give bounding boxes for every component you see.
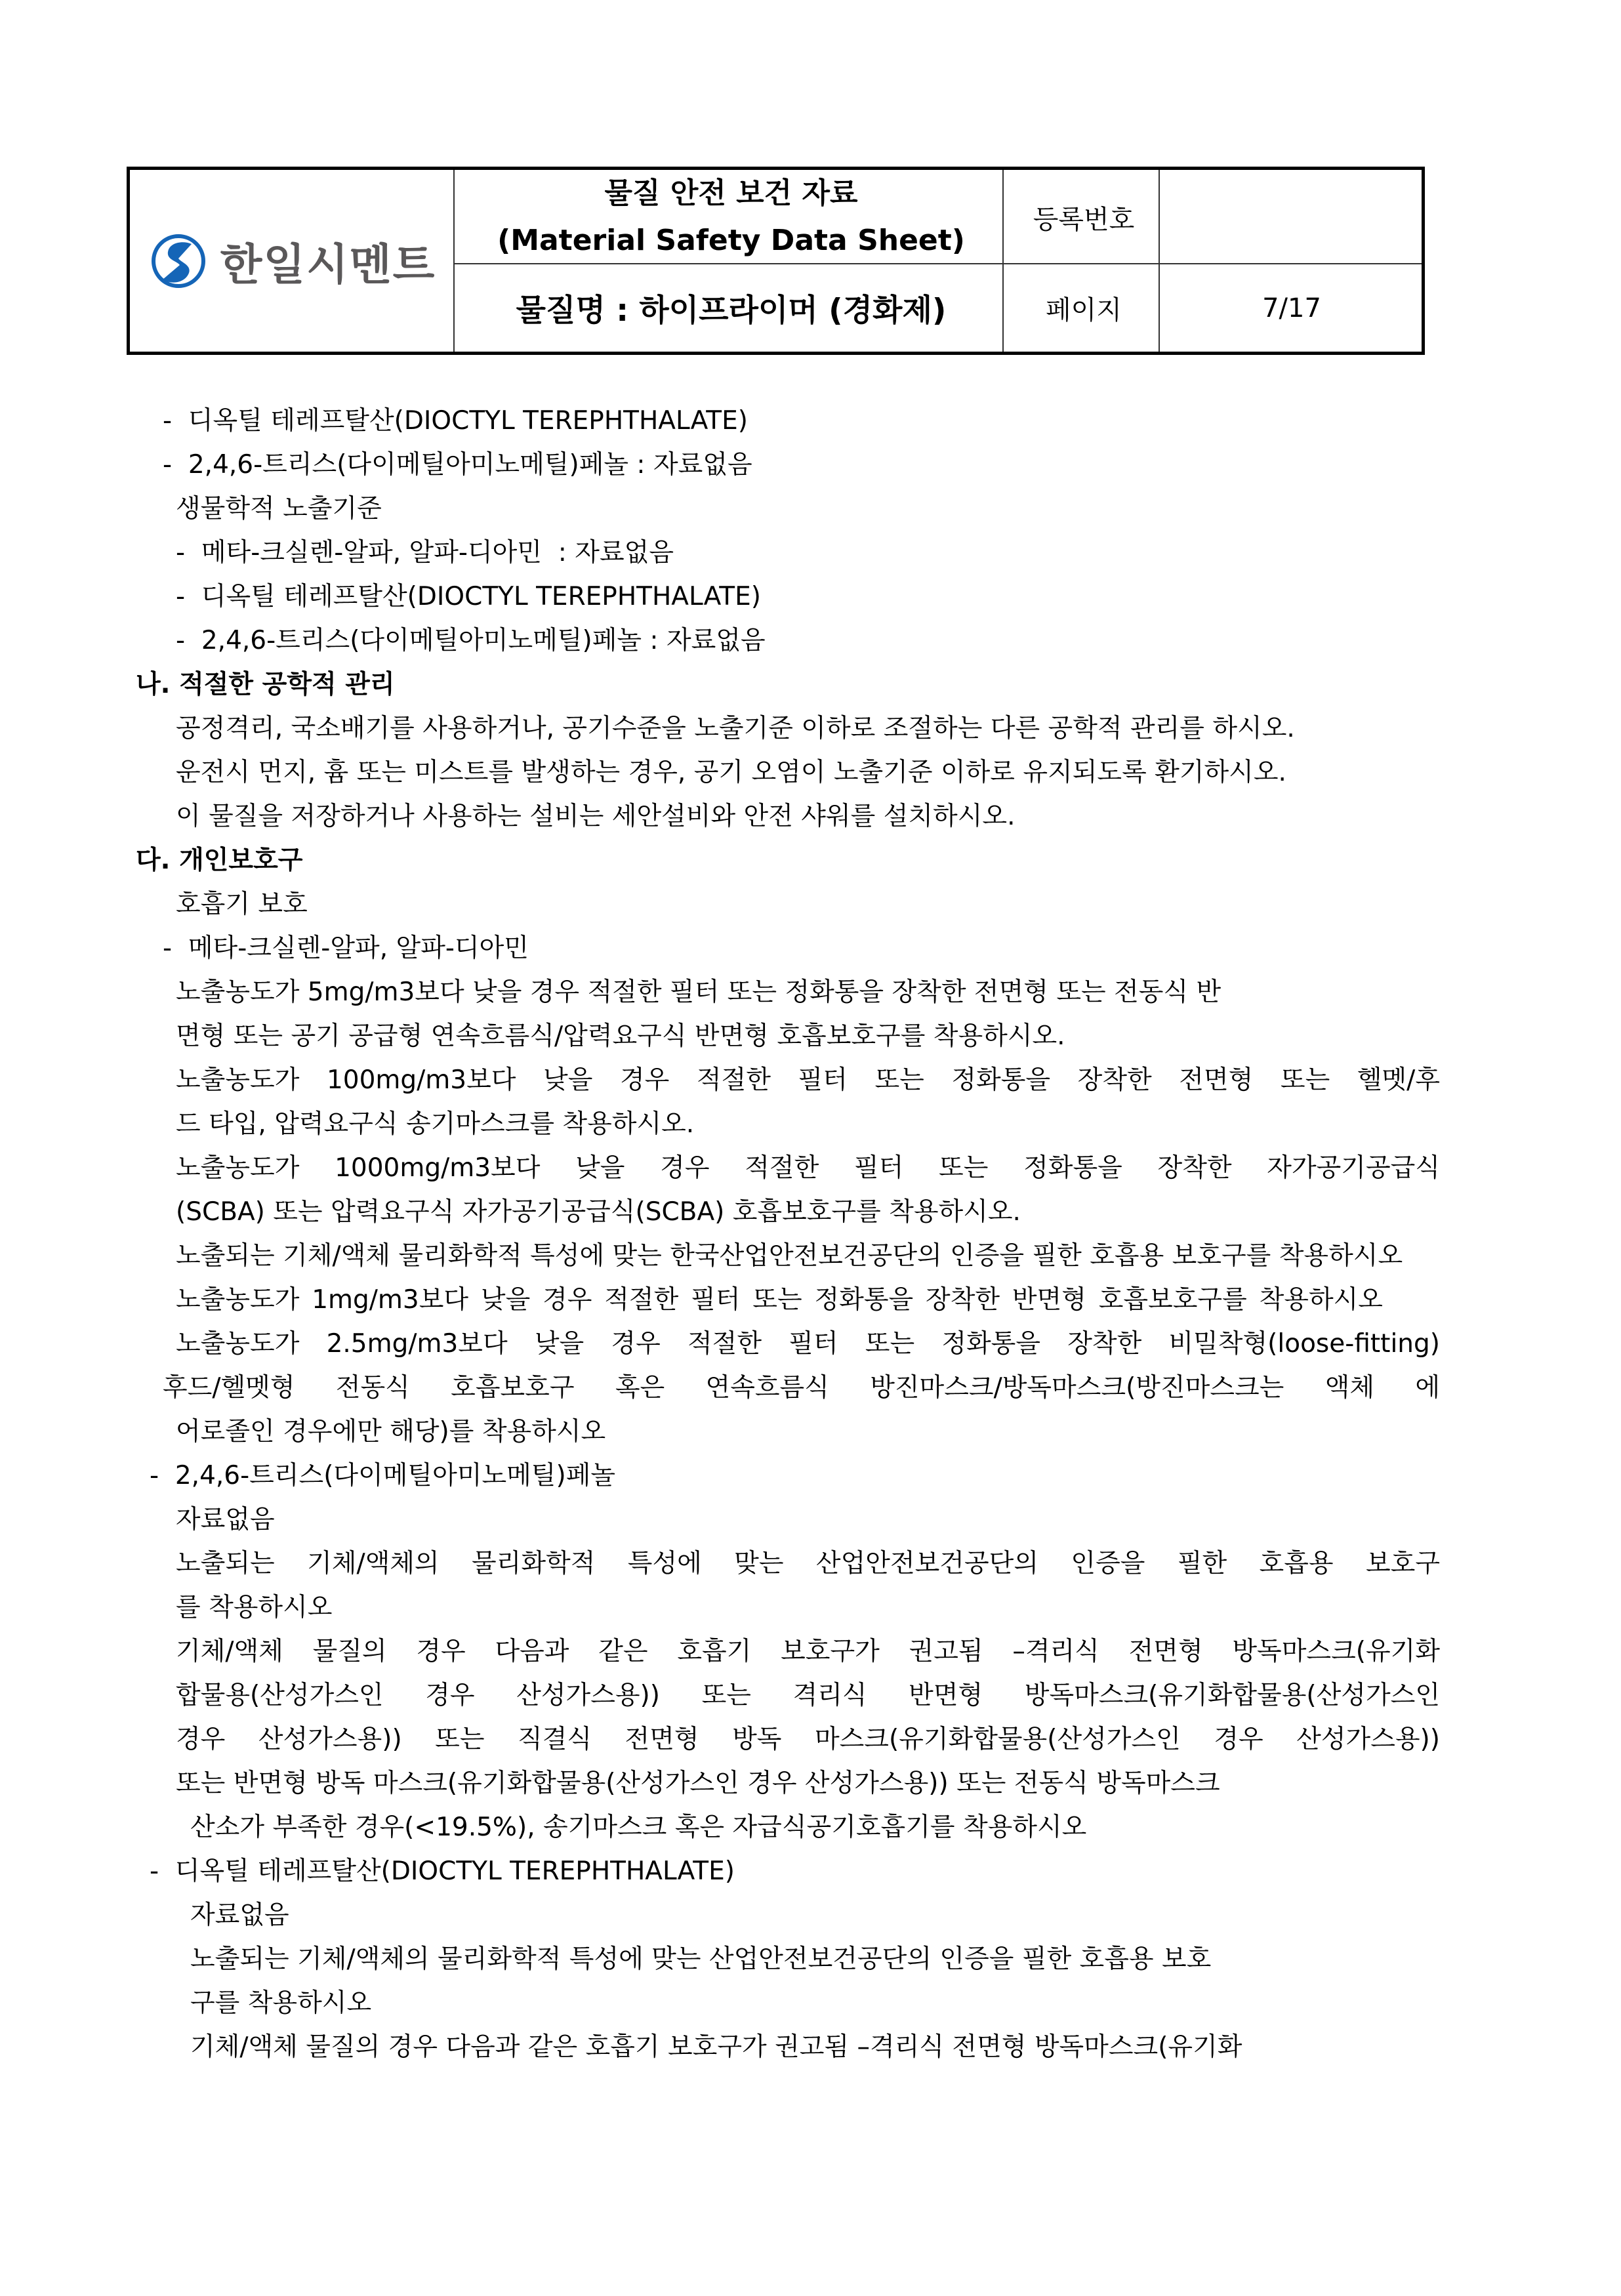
- section-heading: 다. 개인보호구: [136, 846, 303, 875]
- body-text-line: 를 착용하시오: [176, 1593, 333, 1622]
- hanil-logo-icon: [151, 234, 206, 289]
- company-logo: [151, 230, 436, 292]
- body-text-line: 합물용(산성가스인 경우 산성가스용)) 또는 격리식 반면형 방독마스크(유기화합물용(산성가스인: [176, 1681, 1440, 1710]
- body-text-line: 생물학적 노출기준: [176, 494, 382, 523]
- body-text-line: 어로졸인 경우에만 해당)를 착용하시오: [176, 1417, 606, 1446]
- body-text-line: 경우 산성가스용)) 또는 직결식 전면형 방독 마스크(유기화합물용(산성가스인 경우 산성가스용)): [176, 1725, 1440, 1754]
- page-number: 7/17: [1262, 293, 1321, 323]
- body-text-line: 면형 또는 공기 공급형 연속흐름식/압력요구식 반면형 호흡보호구를 착용하시오.: [176, 1021, 1065, 1051]
- body-text-line: - 2,4,6-트리스(다이메틸아미노메틸)페놀 : 자료없음: [176, 626, 766, 655]
- body-text-line: 노출되는 기체/액체의 물리화학적 특성에 맞는 산업안전보건공단의 인증을 필한 호흡용 보호: [190, 1944, 1212, 1974]
- body-text-line: 노출농도가 1000mg/m3보다 낮을 경우 적절한 필터 또는 정화통을 장착한 자가공기공급식: [176, 1153, 1440, 1183]
- body-text-line: 노출농도가 5mg/m3보다 낮을 경우 적절한 필터 또는 정화통을 장착한 전면형 또는 전동식 반: [176, 977, 1221, 1007]
- body-text-line: 후드/헬멧형 전동식 호흡보호구 혹은 연속흐름식 방진마스크/방독마스크(방진마스크는 액체 에: [163, 1373, 1440, 1403]
- body-text-line: 기체/액체 물질의 경우 다음과 같은 호흡기 보호구가 권고됨 –격리식 전면형 방독마스크(유기화: [176, 1637, 1440, 1666]
- company-name: 한일시멘트: [220, 239, 436, 290]
- registration-number-label: 등록번호: [1033, 204, 1135, 235]
- body-text-line: 노출되는 기체/액체의 물리화학적 특성에 맞는 산업안전보건공단의 인증을 필한 호흡용 보호구: [176, 1549, 1440, 1578]
- body-text-line: - 디옥틸 테레프탈산(DIOCTYL TEREPHTHALATE): [163, 406, 748, 436]
- body-text-line: 기체/액체 물질의 경우 다음과 같은 호흡기 보호구가 권고됨 –격리식 전면형 방독마스크(유기화: [190, 2032, 1242, 2062]
- body-text-line: 호흡기 보호: [176, 890, 308, 919]
- body-text-line: 구를 착용하시오: [190, 1988, 372, 2018]
- section-heading: 나. 적절한 공학적 관리: [136, 670, 395, 699]
- title-english: (Material Safety Data Sheet): [497, 224, 965, 257]
- body-text-line: 노출농도가 2.5mg/m3보다 낮을 경우 적절한 필터 또는 정화통을 장착한 비밀착형(loose-fitting): [176, 1329, 1440, 1359]
- body-text-line: 자료없음: [176, 1505, 275, 1534]
- body-text-line: - 메타-크실렌-알파, 알파-디아민 : 자료없음: [176, 538, 674, 567]
- body-text-line: - 메타-크실렌-알파, 알파-디아민: [163, 933, 529, 963]
- company-logo-cell: [130, 170, 457, 352]
- document-header-table: [127, 167, 1425, 355]
- body-text-line: 자료없음: [190, 1900, 289, 1930]
- title-korean: 물질 안전 보건 자료: [604, 176, 858, 210]
- body-text-line: 노출되는 기체/액체 물리화학적 특성에 맞는 한국산업안전보건공단의 인증을 필한 호흡용 보호구를 착용하시오: [176, 1241, 1403, 1271]
- body-text-line: 운전시 먼지, 흄 또는 미스트를 발생하는 경우, 공기 오염이 노출기준 이하로 유지되도록 환기하시오.: [176, 758, 1286, 787]
- body-text-line: 이 물질을 저장하거나 사용하는 설비는 세안설비와 안전 샤워를 설치하시오.: [176, 802, 1016, 831]
- product-name: 물질명 : 하이프라이머 (경화제): [516, 293, 947, 329]
- body-text-line: 노출농도가 1mg/m3보다 낮을 경우 적절한 필터 또는 정화통을 장착한 반면형 호흡보호구를 착용하시오: [176, 1285, 1383, 1315]
- body-text-line: - 2,4,6-트리스(다이메틸아미노메틸)페놀: [150, 1461, 616, 1490]
- registration-number-value: [1162, 170, 1422, 264]
- body-text-line: 산소가 부족한 경우(<19.5%), 송기마스크 혹은 자급식공기호흡기를 착용하시오: [190, 1813, 1087, 1842]
- body-text-line: 공정격리, 국소배기를 사용하거나, 공기수준을 노출기준 이하로 조절하는 다른 공학적 관리를 하시오.: [176, 714, 1295, 743]
- body-text-line: - 2,4,6-트리스(다이메틸아미노메틸)페놀 : 자료없음: [163, 450, 752, 480]
- body-text-line: 드 타입, 압력요구식 송기마스크를 착용하시오.: [176, 1109, 695, 1139]
- title-cell: [457, 170, 1006, 264]
- divider: [1002, 170, 1004, 352]
- body-text-line: - 디옥틸 테레프탈산(DIOCTYL TEREPHTHALATE): [150, 1856, 735, 1886]
- body-text-line: 또는 반면형 방독 마스크(유기화합물용(산성가스인 경우 산성가스용)) 또는 전동식 방독마스크: [176, 1769, 1220, 1798]
- page-label: 페이지: [1046, 295, 1122, 325]
- body-text-line: 노출농도가 100mg/m3보다 낮을 경우 적절한 필터 또는 정화통을 장착한 전면형 또는 헬멧/후: [176, 1065, 1440, 1095]
- body-text-line: - 디옥틸 테레프탈산(DIOCTYL TEREPHTHALATE): [176, 582, 761, 611]
- body-text-line: (SCBA) 또는 압력요구식 자가공기공급식(SCBA) 호흡보호구를 착용하시오.: [176, 1197, 1021, 1227]
- divider: [453, 170, 455, 352]
